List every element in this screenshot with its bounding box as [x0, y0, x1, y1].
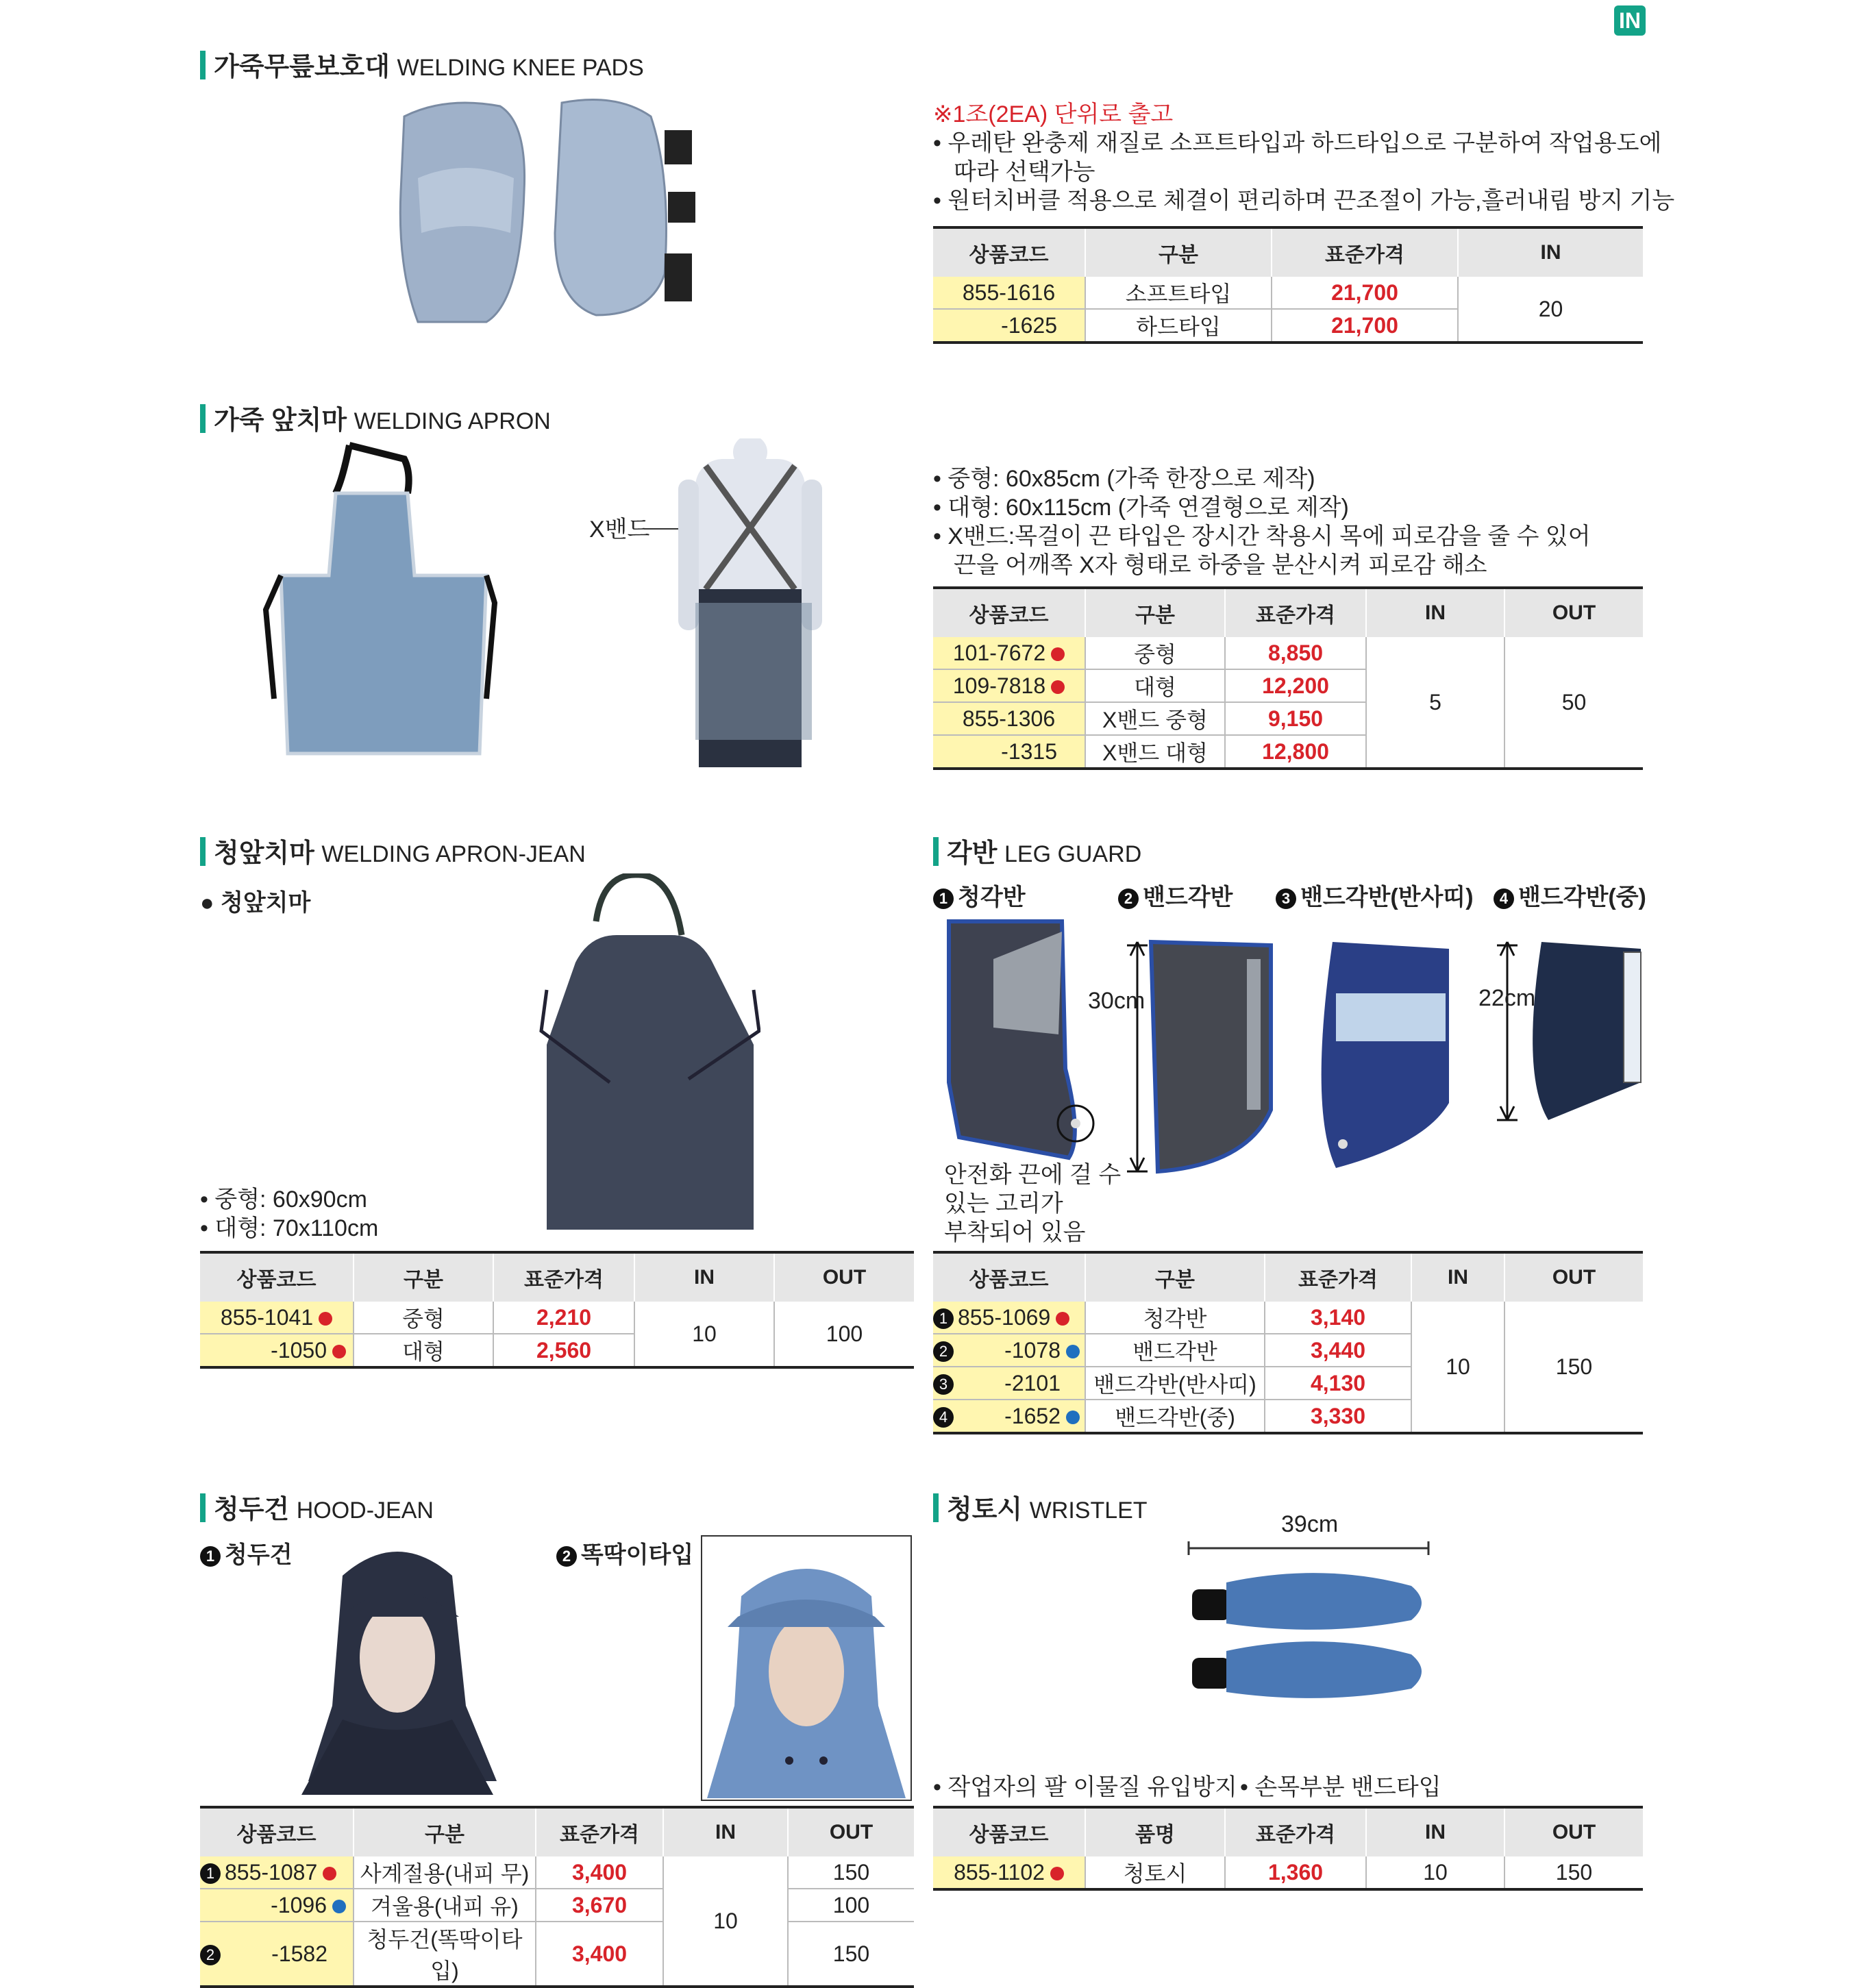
- knee-note-2: • 원터치버클 적용으로 체결이 편리하며 끈조절이 가능,흘러내림 방지 기능: [933, 188, 1675, 214]
- apron-price-table: [933, 586, 1643, 770]
- header-out: OUT: [1504, 1807, 1643, 1856]
- table-row: [933, 277, 1643, 309]
- product-type: 청각반: [1085, 1302, 1265, 1334]
- red-dot-icon: [1051, 680, 1065, 694]
- code-text: -1096: [271, 1892, 327, 1917]
- out-qty: 150: [788, 1922, 914, 1987]
- title-en: LEG GUARD: [1004, 841, 1142, 867]
- in-qty: 10: [1366, 1856, 1504, 1889]
- item-label: 청두건: [225, 1542, 293, 1568]
- product-price: 8,850: [1225, 637, 1366, 669]
- leg-guard-4-image: [1494, 939, 1651, 1123]
- snap-hood-image: [700, 1535, 913, 1802]
- product-code: [200, 1334, 354, 1367]
- product-code: [933, 1334, 1085, 1367]
- in-qty: 10: [663, 1856, 788, 1987]
- product-type: 대형: [354, 1334, 493, 1367]
- product-code: [933, 1400, 1085, 1433]
- table-row: [200, 1922, 914, 1987]
- item-label: 밴드각반(중): [1518, 884, 1646, 910]
- product-code: [933, 1856, 1085, 1889]
- apron-note-2: • 대형: 60x115cm (가죽 연결형으로 제작): [933, 495, 1349, 521]
- header-price: 표준가격: [1225, 1807, 1366, 1856]
- product-price: 3,330: [1265, 1400, 1411, 1433]
- item-label: 청각반: [958, 884, 1026, 910]
- header-out: OUT: [774, 1252, 914, 1302]
- table-row: [200, 1889, 914, 1922]
- product-price: 2,560: [493, 1334, 634, 1367]
- title-en: WELDING APRON-JEAN: [321, 841, 586, 867]
- product-type: 소프트타입: [1085, 277, 1272, 309]
- product-code: [200, 1856, 354, 1889]
- leg-note-1: 안전화 끈에 걸 수: [944, 1162, 1122, 1188]
- product-price: 2,210: [493, 1302, 634, 1334]
- apron-note-3b: 끈을 어깨쪽 X자 형태로 하중을 분산시켜 피로감 해소: [954, 552, 1487, 578]
- number-badge: 1: [200, 1863, 221, 1884]
- product-code: [933, 637, 1085, 669]
- title-bar: [200, 1493, 206, 1522]
- product-price: 21,700: [1272, 277, 1458, 309]
- product-type: 밴드각반(중): [1085, 1400, 1265, 1433]
- product-code: [933, 1302, 1085, 1334]
- header-in: IN: [663, 1807, 788, 1856]
- knee-pads-image: [391, 96, 733, 336]
- sub-label: 청앞치마: [220, 890, 311, 916]
- product-price: 21,700: [1272, 309, 1458, 343]
- header-in: IN: [1366, 1807, 1504, 1856]
- product-type: 청두건(똑딱이타입): [354, 1922, 536, 1987]
- code-text: 855-1087: [225, 1859, 318, 1885]
- header-code: 상품코드: [933, 227, 1085, 277]
- product-code: -1315: [933, 735, 1085, 769]
- number-badge: 4: [1494, 889, 1514, 909]
- number-badge: 2: [556, 1546, 577, 1567]
- title-ko: 청두건: [214, 1495, 290, 1524]
- product-code: [200, 1889, 354, 1922]
- red-dot-icon: [1056, 1312, 1069, 1326]
- red-dot-icon: [1050, 1867, 1064, 1880]
- leg-note-3: 부착되어 있음: [944, 1219, 1086, 1245]
- title-ko: 청토시: [947, 1495, 1023, 1524]
- header-type: 구분: [1085, 1252, 1265, 1302]
- leg-item-2: [1118, 878, 1233, 912]
- hood-price-table: [200, 1806, 914, 1988]
- leg-guard-2-image: [1124, 939, 1281, 1175]
- code-text: -1078: [1004, 1337, 1061, 1363]
- number-badge: 1: [200, 1546, 221, 1567]
- header-out: OUT: [1504, 1252, 1643, 1302]
- code-text: 101-7672: [952, 640, 1046, 665]
- number-badge: 3: [933, 1374, 954, 1395]
- header-in: IN: [1458, 227, 1643, 277]
- jean-apron-section-title: [200, 832, 586, 869]
- product-type: 대형: [1085, 669, 1225, 702]
- hood-jean-image: [295, 1535, 500, 1802]
- blue-dot-icon: [1066, 1411, 1080, 1424]
- in-badge: IN: [1614, 5, 1646, 36]
- product-type: X밴드 중형: [1085, 702, 1225, 735]
- knee-note-1b: 따라 선택가능: [954, 159, 1095, 185]
- product-price: 3,670: [536, 1889, 663, 1922]
- product-price: 3,440: [1265, 1334, 1411, 1367]
- leg-item-3: [1276, 878, 1474, 912]
- out-qty: 150: [1504, 1856, 1643, 1889]
- table-row: [200, 1856, 914, 1889]
- product-code: [933, 669, 1085, 702]
- header-name: 품명: [1085, 1807, 1225, 1856]
- product-code: 855-1616: [933, 277, 1085, 309]
- leg-guard-1-image: [945, 918, 1103, 1165]
- product-type: 하드타입: [1085, 309, 1272, 343]
- wrist-note-1: • 작업자의 팔 이물질 유입방지: [933, 1774, 1237, 1800]
- title-bar: [200, 837, 206, 866]
- product-type: 밴드각반(반사띠): [1085, 1367, 1265, 1400]
- red-dot-icon: [1051, 647, 1065, 661]
- in-qty: 10: [1411, 1302, 1504, 1433]
- jean-apron-sub: ● 청앞치마: [200, 890, 311, 916]
- title-en: WELDING APRON: [354, 408, 551, 434]
- header-type: 구분: [1085, 227, 1272, 277]
- code-text: -2101: [1004, 1370, 1061, 1395]
- header-out: OUT: [788, 1807, 914, 1856]
- table-row: [933, 1856, 1643, 1889]
- knee-price-table: [933, 226, 1643, 344]
- leg-guard-3-image: [1302, 939, 1459, 1171]
- item-label: 밴드각반(반사띠): [1300, 884, 1474, 910]
- header-price: 표준가격: [493, 1252, 634, 1302]
- product-type: 겨울용(내피 유): [354, 1889, 536, 1922]
- product-type: 청토시: [1085, 1856, 1225, 1889]
- out-qty: 100: [788, 1889, 914, 1922]
- header-code: 상품코드: [200, 1252, 354, 1302]
- hood-item-2: [556, 1536, 693, 1569]
- code-text: 855-1069: [958, 1304, 1051, 1330]
- wristlet-image: [1185, 1535, 1432, 1726]
- header-price: 표준가격: [1272, 227, 1458, 277]
- wrist-dim: 39cm: [1281, 1511, 1339, 1537]
- in-qty: 10: [634, 1302, 774, 1367]
- title-en: WRISTLET: [1029, 1498, 1148, 1524]
- xband-apron-image: [644, 438, 822, 767]
- code-text: -1582: [271, 1941, 327, 1966]
- item-label: 밴드각반: [1143, 884, 1233, 910]
- product-code: [200, 1302, 354, 1334]
- header-type: 구분: [354, 1807, 536, 1856]
- code-text: 109-7818: [952, 673, 1046, 698]
- wrist-section-title: [933, 1488, 1148, 1526]
- knee-section-title: [200, 45, 644, 83]
- product-price: 3,400: [536, 1922, 663, 1987]
- in-qty: 5: [1366, 637, 1504, 769]
- apron-note-3: • X밴드:목걸이 끈 타입은 장시간 착용시 목에 피로감을 줄 수 있어: [933, 523, 1591, 549]
- header-code: 상품코드: [200, 1807, 354, 1856]
- jean-apron-price-table: [200, 1251, 914, 1369]
- table-row: [200, 1302, 914, 1334]
- apron-section-title: [200, 399, 551, 436]
- title-bar: [933, 1493, 939, 1522]
- leg-dim-22: 22cm: [1478, 985, 1536, 1011]
- title-en: WELDING KNEE PADS: [397, 55, 644, 81]
- out-qty: 100: [774, 1302, 914, 1367]
- code-text: 855-1102: [954, 1859, 1045, 1885]
- wrist-price-table: [933, 1806, 1643, 1891]
- red-dot-icon: [319, 1312, 332, 1326]
- product-type: 중형: [1085, 637, 1225, 669]
- leather-apron-image: [260, 438, 500, 760]
- number-badge: 3: [1276, 889, 1296, 909]
- title-bar: [200, 51, 206, 79]
- in-qty: 20: [1458, 277, 1643, 343]
- table-row: [933, 637, 1643, 669]
- product-type: 중형: [354, 1302, 493, 1334]
- number-badge: 1: [933, 1308, 954, 1329]
- product-price: 1,360: [1225, 1856, 1366, 1889]
- product-price: 4,130: [1265, 1367, 1411, 1400]
- out-qty: 150: [788, 1856, 914, 1889]
- leg-item-1: [933, 878, 1026, 912]
- number-badge: 4: [933, 1407, 954, 1428]
- product-price: 12,200: [1225, 669, 1366, 702]
- leg-dim-30: 30cm: [1088, 988, 1145, 1014]
- code-text: 855-1041: [220, 1304, 314, 1330]
- wrist-note-2: • 손목부분 밴드타입: [1240, 1774, 1441, 1800]
- leg-price-table: [933, 1251, 1643, 1434]
- jean-apron-image: [534, 873, 760, 1233]
- header-type: 구분: [1085, 588, 1225, 637]
- header-type: 구분: [354, 1252, 493, 1302]
- header-price: 표준가격: [1265, 1252, 1411, 1302]
- title-en: HOOD-JEAN: [296, 1498, 434, 1524]
- product-price: 3,400: [536, 1856, 663, 1889]
- product-price: 3,140: [1265, 1302, 1411, 1334]
- product-type: X밴드 대형: [1085, 735, 1225, 769]
- title-ko: 가죽무릎보호대: [214, 53, 390, 82]
- header-in: IN: [634, 1252, 774, 1302]
- hood-section-title: [200, 1488, 434, 1526]
- blue-dot-icon: [1066, 1345, 1080, 1358]
- product-code: [200, 1922, 354, 1987]
- header-code: 상품코드: [933, 1807, 1085, 1856]
- header-price: 표준가격: [1225, 588, 1366, 637]
- title-ko: 가죽 앞치마: [214, 406, 347, 435]
- number-badge: 2: [200, 1945, 221, 1965]
- header-price: 표준가격: [536, 1807, 663, 1856]
- product-type: 밴드각반: [1085, 1334, 1265, 1367]
- knee-note-red: ※1조(2EA) 단위로 출고: [933, 101, 1174, 127]
- title-ko: 각반: [947, 839, 998, 868]
- product-type: 사계절용(내피 무): [354, 1856, 536, 1889]
- jean-apron-note-2: • 대형: 70x110cm: [200, 1215, 379, 1241]
- knee-note-1: • 우레탄 완충제 재질로 소프트타입과 하드타입으로 구분하여 작업용도에: [933, 130, 1662, 156]
- xband-label: X밴드: [589, 517, 650, 543]
- header-code: 상품코드: [933, 1252, 1085, 1302]
- red-dot-icon: [323, 1867, 336, 1880]
- apron-note-1: • 중형: 60x85cm (가죽 한장으로 제작): [933, 466, 1315, 492]
- jean-apron-note-1: • 중형: 60x90cm: [200, 1186, 367, 1213]
- product-code: 855-1306: [933, 702, 1085, 735]
- product-price: 12,800: [1225, 735, 1366, 769]
- header-in: IN: [1366, 588, 1504, 637]
- item-label: 똑딱이타입: [581, 1542, 694, 1568]
- header-in: IN: [1411, 1252, 1504, 1302]
- product-price: 9,150: [1225, 702, 1366, 735]
- header-code: 상품코드: [933, 588, 1085, 637]
- leg-note-2: 있는 고리가: [944, 1191, 1063, 1217]
- product-code: [933, 1367, 1085, 1400]
- title-ko: 청앞치마: [214, 839, 314, 868]
- number-badge: 2: [933, 1341, 954, 1362]
- title-bar: [200, 404, 206, 433]
- number-badge: 1: [933, 889, 954, 909]
- leg-item-4: [1494, 878, 1646, 912]
- title-bar: [933, 837, 939, 866]
- blue-dot-icon: [332, 1900, 346, 1913]
- code-text: -1050: [271, 1337, 327, 1363]
- product-code: -1625: [933, 309, 1085, 343]
- number-badge: 2: [1118, 889, 1139, 909]
- table-row: [933, 1302, 1643, 1334]
- red-dot-icon: [332, 1345, 346, 1358]
- out-qty: 50: [1504, 637, 1643, 769]
- code-text: -1652: [1004, 1403, 1061, 1428]
- out-qty: 150: [1504, 1302, 1643, 1433]
- header-out: OUT: [1504, 588, 1643, 637]
- hood-item-1: [200, 1536, 293, 1569]
- leg-section-title: [933, 832, 1141, 869]
